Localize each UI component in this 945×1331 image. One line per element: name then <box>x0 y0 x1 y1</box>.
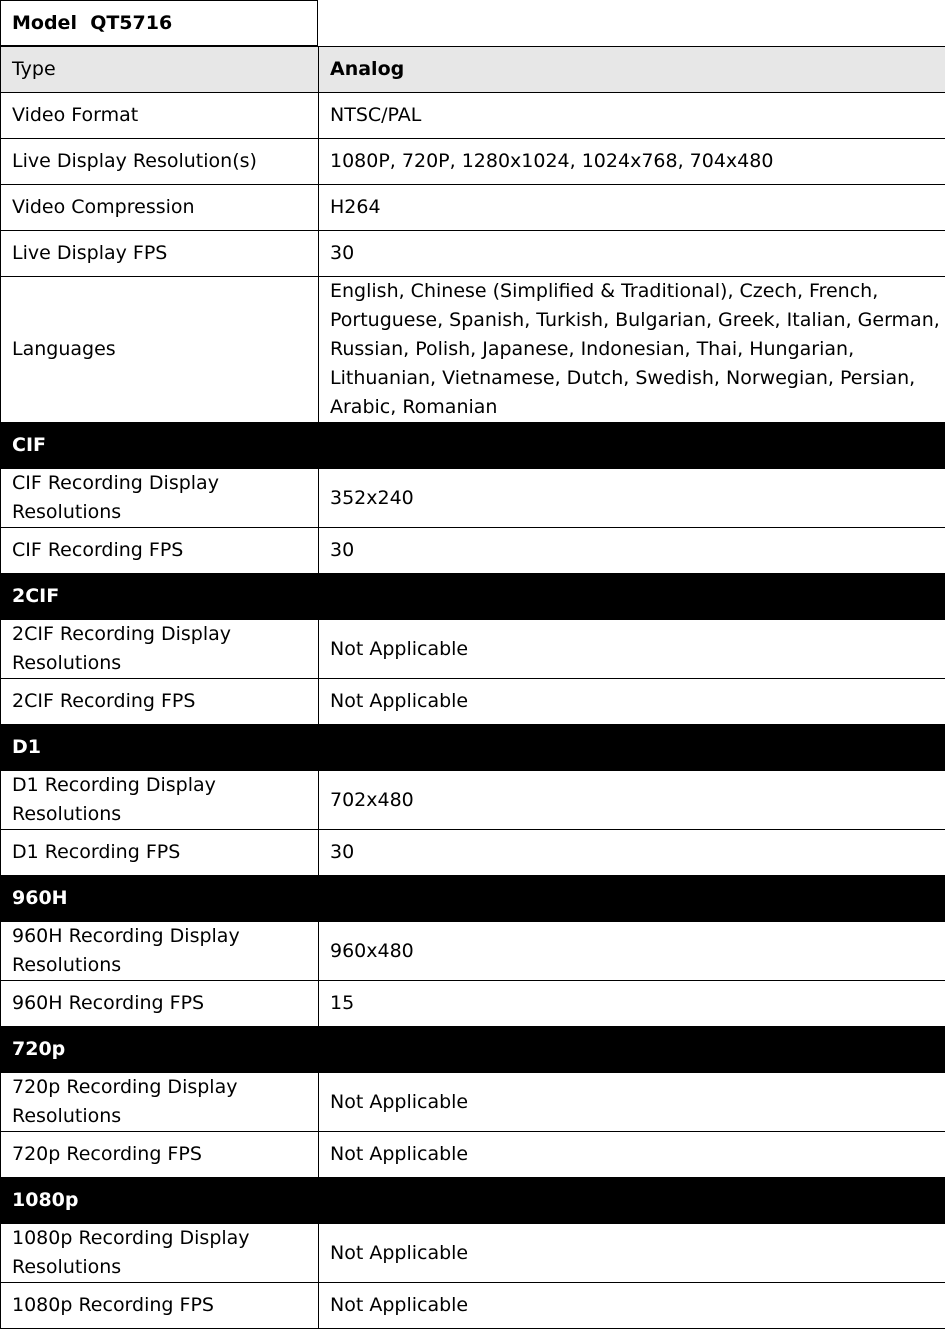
section-header-1080p <box>1 1178 945 1224</box>
spec-label: 2CIF Recording Display Resolutions <box>1 620 319 679</box>
section-title: 2CIF <box>1 574 945 620</box>
spec-value: 30 <box>319 231 945 277</box>
spec-value: Not Applicable <box>319 1073 945 1132</box>
spec-label: Video Compression <box>1 185 319 231</box>
section-title: 1080p <box>1 1178 945 1224</box>
languages-value: English, Chinese (Simplified & Traditional), Czech, French, Portuguese, Spanish, Turkish, Bulgarian, Greek, Italian, German, Russian, Polish, Japanese, Indonesian, Thai, Hungarian, Lithuanian, Vietnamese, Dutch, Swedish, Norwegian, Persian, Arabic, Romanian <box>319 277 945 423</box>
spec-label: CIF Recording FPS <box>1 528 319 574</box>
spec-label: Video Format <box>1 93 319 139</box>
table-row <box>1 1132 945 1178</box>
table-row <box>1 922 945 981</box>
table-row <box>1 185 945 231</box>
spec-value: NTSC/PAL <box>319 93 945 139</box>
spec-label: 2CIF Recording FPS <box>1 679 319 725</box>
table-row <box>1 139 945 185</box>
table-row <box>1 679 945 725</box>
type-value: Analog <box>319 47 945 93</box>
section-header-cif <box>1 423 945 469</box>
spec-value: Not Applicable <box>319 679 945 725</box>
spec-table <box>0 46 945 1329</box>
section-title: D1 <box>1 725 945 771</box>
spec-value: 960x480 <box>319 922 945 981</box>
table-row <box>1 1283 945 1329</box>
section-title: CIF <box>1 423 945 469</box>
section-title: 960H <box>1 876 945 922</box>
spec-value: 702x480 <box>319 771 945 830</box>
spec-label: Live Display FPS <box>1 231 319 277</box>
spec-label: 960H Recording Display Resolutions <box>1 922 319 981</box>
section-title: 720p <box>1 1027 945 1073</box>
spec-label: D1 Recording Display Resolutions <box>1 771 319 830</box>
table-row <box>1 771 945 830</box>
spec-label: 1080p Recording FPS <box>1 1283 319 1329</box>
type-row <box>1 47 945 93</box>
table-row <box>1 93 945 139</box>
languages-row <box>1 277 945 423</box>
spec-label: CIF Recording Display Resolutions <box>1 469 319 528</box>
spec-value: Not Applicable <box>319 620 945 679</box>
table-row <box>1 1224 945 1283</box>
spec-label: 960H Recording FPS <box>1 981 319 1027</box>
languages-label: Languages <box>1 277 319 423</box>
spec-label: D1 Recording FPS <box>1 830 319 876</box>
table-row <box>1 981 945 1027</box>
table-row <box>1 469 945 528</box>
section-header-720p <box>1 1027 945 1073</box>
type-label: Type <box>1 47 319 93</box>
spec-label: 1080p Recording Display Resolutions <box>1 1224 319 1283</box>
section-header-960h <box>1 876 945 922</box>
section-header-2cif <box>1 574 945 620</box>
table-row <box>1 1073 945 1132</box>
section-header-d1 <box>1 725 945 771</box>
spec-label: 720p Recording Display Resolutions <box>1 1073 319 1132</box>
spec-value: 30 <box>319 830 945 876</box>
table-row <box>1 620 945 679</box>
spec-value: Not Applicable <box>319 1224 945 1283</box>
spec-label: 720p Recording FPS <box>1 1132 319 1178</box>
model-title: Model QT5716 <box>0 0 318 46</box>
spec-value: H264 <box>319 185 945 231</box>
table-row <box>1 830 945 876</box>
spec-value: 15 <box>319 981 945 1027</box>
table-row <box>1 528 945 574</box>
spec-value: 30 <box>319 528 945 574</box>
spec-value: Not Applicable <box>319 1132 945 1178</box>
spec-value: 1080P, 720P, 1280x1024, 1024x768, 704x480 <box>319 139 945 185</box>
spec-label: Live Display Resolution(s) <box>1 139 319 185</box>
table-row <box>1 231 945 277</box>
spec-value: 352x240 <box>319 469 945 528</box>
spec-value: Not Applicable <box>319 1283 945 1329</box>
